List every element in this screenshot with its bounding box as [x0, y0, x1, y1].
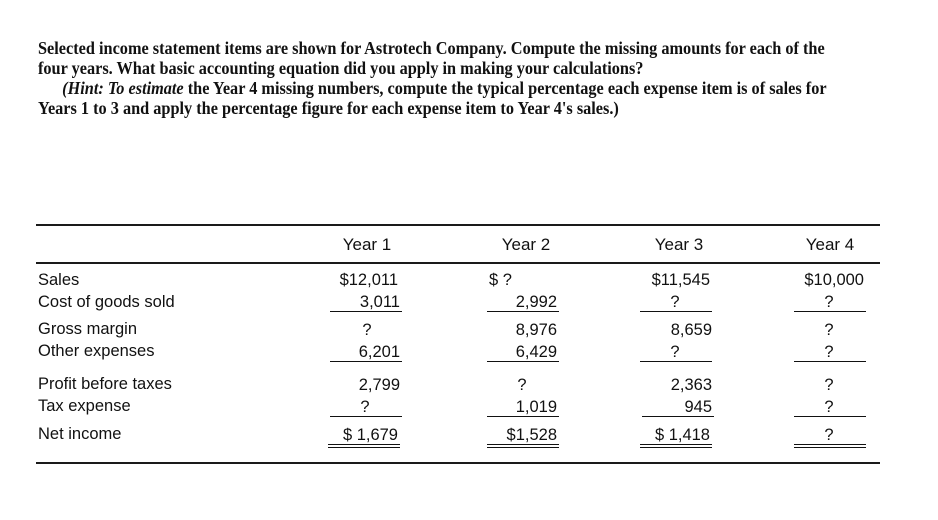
cell-profit-before-taxes-year-4: ? [824, 376, 834, 394]
cell-gross-margin-year-3: 8,659 [670, 321, 712, 339]
cell-other-expenses-year-3: ? [640, 343, 712, 362]
cell-net-income-year-2: $1,528 [487, 426, 559, 448]
cell-cogs-year-3: ? [640, 293, 712, 312]
row-label-cost-of-goods-sold: Cost of goods sold [38, 293, 175, 311]
cell-gross-margin-year-2: 8,976 [515, 321, 557, 339]
cell-other-expenses-year-1: 6,201 [330, 343, 402, 362]
hint-label: (Hint: [62, 78, 104, 98]
row-label-net-income: Net income [38, 425, 122, 443]
row-label-sales: Sales [38, 271, 80, 289]
cell-tax-expense-year-3: 945 [642, 398, 714, 417]
cell-profit-before-taxes-year-2: ? [517, 376, 527, 394]
cell-gross-margin-year-1: ? [362, 321, 372, 339]
cell-sales-year-2: $ ? [489, 271, 512, 289]
cell-other-expenses-year-2: 6,429 [487, 343, 559, 362]
row-label-tax-expense: Tax expense [38, 397, 131, 415]
cell-cogs-year-2: 2,992 [487, 293, 559, 312]
cell-net-income-year-1: $ 1,679 [328, 426, 400, 448]
table-top-rule [36, 224, 880, 226]
cell-net-income-year-4: ? [794, 426, 866, 448]
cell-other-expenses-year-4: ? [794, 343, 866, 362]
cell-gross-margin-year-4: ? [824, 321, 834, 339]
column-header-year-4: Year 4 [805, 235, 855, 254]
row-label-profit-before-taxes: Profit before taxes [38, 375, 172, 393]
cell-tax-expense-year-1: ? [330, 398, 402, 417]
row-label-gross-margin: Gross margin [38, 320, 138, 338]
hint-paragraph [38, 78, 829, 118]
cell-cogs-year-1: 3,011 [330, 293, 402, 312]
problem-statement [38, 38, 829, 118]
cell-profit-before-taxes-year-3: 2,363 [670, 376, 712, 394]
table-bottom-rule [36, 462, 880, 464]
table-header-rule [36, 262, 880, 264]
hint-emphasis: To estimate [107, 78, 184, 98]
cell-sales-year-4: $10,000 [804, 271, 864, 289]
cell-sales-year-1: $12,011 [339, 271, 398, 289]
hint-text: the Year 4 missing numbers, compute the typical percentage each expense item is of sales for Years 1 to 3 and apply the percentage figure for each expense item to Year 4's sales.) [38, 78, 827, 118]
cell-cogs-year-4: ? [794, 293, 866, 312]
row-label-other-expenses: Other expenses [38, 342, 155, 360]
column-header-year-2: Year 2 [501, 235, 551, 254]
cell-net-income-year-3: $ 1,418 [640, 426, 712, 448]
cell-sales-year-3: $11,545 [651, 271, 710, 289]
cell-tax-expense-year-4: ? [794, 398, 866, 417]
cell-tax-expense-year-2: 1,019 [487, 398, 559, 417]
column-header-year-3: Year 3 [654, 235, 704, 254]
problem-paragraph: Selected income statement items are shown for Astrotech Company. Compute the missing amounts for each of the four years. What basic accounting equation did you apply in making your calculations? [38, 38, 825, 78]
column-header-year-1: Year 1 [342, 235, 392, 254]
cell-profit-before-taxes-year-1: 2,799 [358, 376, 400, 394]
